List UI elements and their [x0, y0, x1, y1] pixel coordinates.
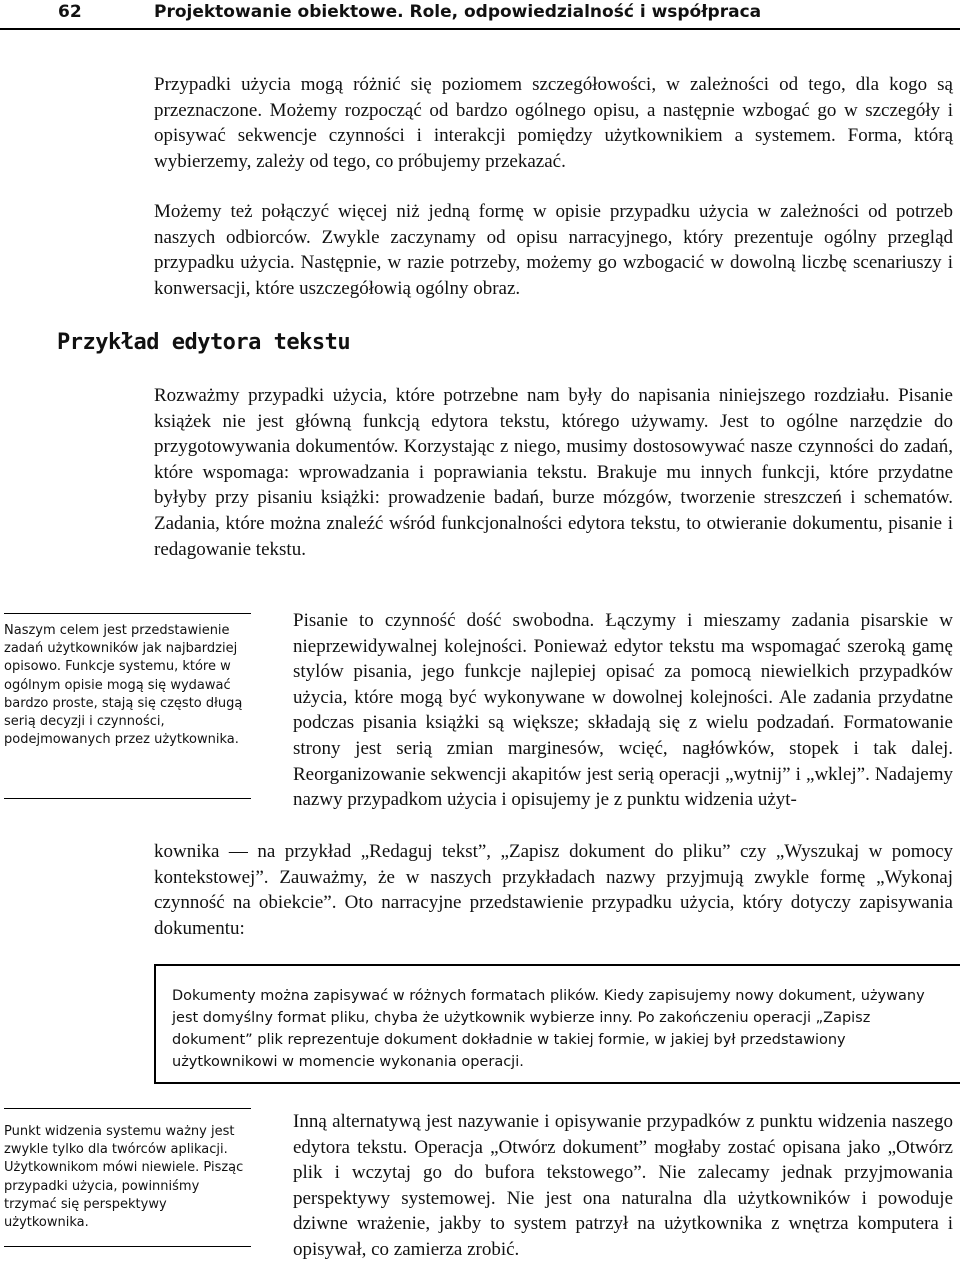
section-heading: Przykład edytora tekstu [57, 330, 351, 355]
margin-note-1: Naszym celem jest przedstawienie zadań użytkowników jak najbardziej opisowo. Funkcje systemu, które w ogólnym opisie mogą się wydawać bardzo proste, stają się często długą serią decyzji i czynności, podejmowanych przez użytkownika. [4, 623, 243, 748]
paragraph-1: Przypadki użycia mogą różnić się poziomem szczegółowości, w zależności od tego, dla kogo są przeznaczone. Możemy rozpocząć od bardzo ogólnego opisu, a następnie wzbogać go w szczegóły i opisywać sekwencje czynności i interakcji pomiędzy użytkownikiem a systemem. Forma, którą wybierzemy, zależy od tego, co próbujemy przekazać. [154, 74, 953, 172]
boxed-use-case [154, 964, 960, 1084]
margin-note-1-top-rule [4, 613, 251, 614]
boxed-use-case-text: Dokumenty można zapisywać w różnych formatach plików. Kiedy zapisujemy nowy dokument, używany jest domyślny format pliku, chyba że użytkownik wybierze inny. Po zakończeniu operacji „Zapisz dokument” plik reprezentuje dokument dokładnie w takiej formie, w jakiej był przedstawiony użytkownikowi w momencie wykonania operacji. [172, 988, 925, 1070]
margin-note-1-bottom-rule [4, 798, 251, 799]
header-rule [0, 28, 960, 30]
paragraph-3: Rozważmy przypadki użycia, które potrzebne nam były do napisania niniejszego rozdziału. Pisanie książek nie jest główną funkcją edytora tekstu, którego używamy. Jest to ogólne narzędzie do przygotowywania dokumentów. Korzystając z niego, musimy dostosowywać nasze czynności do zadań, które wspomaga: wprowadzania i poprawiania tekstu. Brakuje mu innych funkcji, które przydatne byłyby przy pisaniu książki: prowadzenie badań, burze mózgów, tworzenie streszczeń i schematów. Zadania, które można znaleźć wśród funkcjonalności edytora tekstu, to otwieranie dokumentu, pisanie i redagowanie tekstu. [154, 385, 953, 560]
page-header [0, 0, 960, 30]
margin-note-2: Punkt widzenia systemu ważny jest zwykle tylko dla twórców aplikacji. Użytkownikom mówi niewiele. Pisząc przypadki użycia, powinniśmy trzymać się perspektywy użytkownika. [4, 1124, 244, 1231]
paragraph-5: Inną alternatywą jest nazywanie i opisywanie przypadków z punktu widzenia naszego edytora tekstu. Operacja „Otwórz dokument” mogłaby zostać opisana jako „Otwórz plik i wczytaj go do bufora tekstowego”. Nie zalecamy jednak przyjmowania perspektywy systemowej. Nie jest ona naturalna dla użytkowników i powoduje dziwne wrażenie, jakby to system patrzył na użytkownika z wnętrza komputera i opisywał, co zamierza zrobić. [293, 1111, 953, 1260]
chapter-title: Projektowanie obiektowe. Role, odpowiedzialność i współpraca [154, 2, 762, 22]
paragraph-4: Pisanie to czynność dość swobodna. Łączymy i mieszamy zadania pisarskie w nieprzewidywalnej kolejności. Ponieważ edytor tekstu ma wspomagać szeroką gamę stylów pisania, jego funkcje najlepiej opisać za pomocą niewielkich przypadków użycia, które mogą być wykonywane w dowolnej kolejności. Ale zadania przydatne podczas pisania książki są większe; składają się z wielu podzadań. Formatowanie strony jest serią zmian marginesów, wcięć, nagłówków, stopek i tak dalej. Reorganizowanie sekwencji akapitów jest serią operacji „wytnij” i „wklej”. Nadajemy nazwy przypadkom użycia i opisujemy je z punktu widzenia użyt- [293, 610, 953, 811]
page-number: 62 [58, 2, 82, 22]
paragraph-2: Możemy też połączyć więcej niż jedną formę w opisie przypadku użycia w zależności od potrzeb naszych odbiorców. Zwykle zaczynamy od opisu narracyjnego, który prezentuje ogólny przegląd przypadku użycia. Następnie, w razie potrzeby, możemy go wzbogacić w dowolną liczbę scenariuszy i konwersacji, które uszczegółowią ogólny obraz. [154, 201, 953, 299]
margin-note-2-bottom-rule [4, 1246, 251, 1247]
margin-note-2-top-rule [4, 1108, 251, 1109]
paragraph-4-continued: kownika — na przykład „Redaguj tekst”, „Zapisz dokument do pliku” czy „Wyszukaj w pomocy kontekstowej”. Zauważmy, że w naszych przykładach nazwy przyjmują zwykle formę „Wykonaj czynność na obiekcie”. Oto narracyjne przedstawienie przypadku użycia, który dotyczy zapisywania dokumentu: [154, 841, 953, 939]
